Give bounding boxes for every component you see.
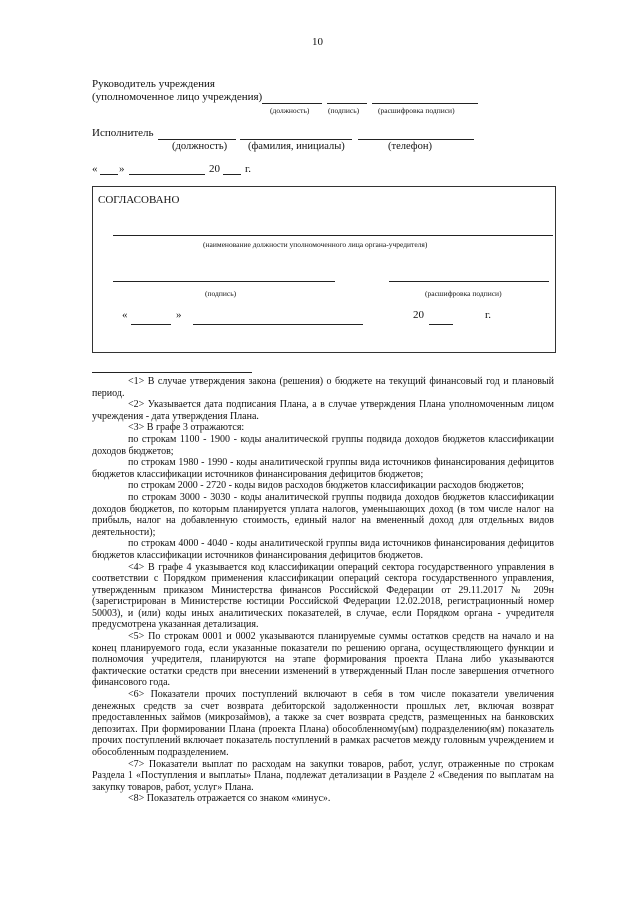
footnote-7: <7> Показатели выплат по расходам на закупки товаров, работ, услуг, отраженные по строкам Раздела 1 «Поступления и выплаты» Плана, подлежат детализации в Разделе 2 «Сведения по выплатам на закупку товаров, работ, услуг» Плана.: [92, 758, 554, 793]
page-number: 10: [312, 36, 323, 48]
footnote-3-item-5: по строкам 4000 - 4040 - коды аналитической группы вида источников финансирования дефицитов бюджетов классификации источников финансирования дефицитов бюджетов.: [92, 538, 554, 561]
executor-position-line: [158, 139, 236, 140]
agreed-authority-line: [113, 235, 553, 236]
agreed-signature-line: [113, 281, 335, 282]
footnote-1: <1> В случае утверждения закона (решения) о бюджете на текущий финансовый год и плановый период.: [92, 376, 554, 399]
executor-name-caption: (фамилия, инициалы): [248, 141, 345, 152]
head-signature-line: [327, 103, 367, 104]
head-decoding-line: [372, 103, 478, 104]
date-day-line: [100, 174, 118, 175]
date-year-line: [223, 174, 241, 175]
date-open-quote: «: [92, 163, 98, 175]
executor-position-caption: (должность): [172, 141, 228, 152]
footnote-3-item-2: по строкам 1980 - 1990 - коды аналитической группы вида источников финансирования дефицитов бюджетов классификации источников финансирования дефицитов бюджетов;: [92, 457, 554, 480]
agreed-date-close-quote: »: [176, 309, 182, 321]
date-month-line: [129, 174, 205, 175]
head-position-line: [262, 103, 322, 104]
footnote-3-item-4: по строкам 3000 - 3030 - коды аналитической группы подвида доходов бюджетов классификации доходов бюджетов, по которым планируется уплата налогов, уменьшающих доход (в том числе налог на прибыль, налог на добавленную стоимость, единый налог на вмененный доход для отдельных видов деятельности);: [92, 491, 554, 538]
footnote-5: <5> По строкам 0001 и 0002 указываются планируемые суммы остатков средств на начало и на конец планируемого года, если указанные показатели по решению органа, осуществляющего функции и полномочия учредителя, планируются на этапе формирования проекта Плана либо указываются фактические остатки средств при внесении изменений в утвержденный План после завершения отчетного финансового года.: [92, 631, 554, 689]
footnote-3-item-3: по строкам 2000 - 2720 - коды видов расходов бюджетов классификации расходов бюджетов;: [128, 480, 524, 492]
footnote-2: <2> Указывается дата подписания Плана, а в случае утверждения Плана уполномоченным лицом учреждения - дата утверждения Плана.: [92, 399, 554, 422]
agreed-date-day-line: [131, 324, 171, 325]
footnote-3-item-1: по строкам 1100 - 1900 - коды аналитической группы подвида доходов бюджетов классификации доходов бюджетов;: [92, 433, 554, 457]
agreed-date-open-quote: «: [122, 309, 128, 321]
head-title-line1: Руководитель учреждения: [92, 78, 215, 90]
date-year-suffix: г.: [245, 163, 252, 175]
footnote-8: <8> Показатель отражается со знаком «минус».: [128, 793, 331, 805]
agreed-date-year-prefix: 20: [413, 309, 424, 321]
head-signature-caption: (подпись): [328, 106, 360, 115]
footnote-4: <4> В графе 4 указывается код классификации операций сектора государственного управления в соответствии с Порядком применения классификации операций сектора государственного управления, утвержденным приказом Министерства финансов Российской Федерации от 29.11.2017 № 209н (зарегистрирован в Министерстве юстиции Российской Федерации 12.02.2018, регистрационный номер 50003), и (или) коды иных аналитических показателей, в случае, если Порядком органа - учредителя предусмотрена указанная детализация.: [92, 561, 554, 631]
footnotes: [92, 376, 554, 805]
agreed-decoding-caption: (расшифровка подписи): [425, 289, 502, 298]
agreed-signature-caption: (подпись): [205, 289, 237, 298]
executor-name-line: [240, 139, 352, 140]
agreed-box: [92, 186, 556, 353]
agreed-decoding-line: [389, 281, 549, 282]
footnote-3: <3> В графе 3 отражаются:: [128, 422, 245, 434]
agreed-title: СОГЛАСОВАНО: [98, 194, 180, 206]
executor-phone-line: [358, 139, 474, 140]
executor-label: Исполнитель: [92, 127, 154, 139]
footnote-separator: [92, 372, 252, 373]
agreed-date-year-line: [429, 324, 453, 325]
head-title-line2: (уполномоченное лицо учреждения): [92, 91, 263, 103]
date-year-prefix: 20: [209, 163, 220, 175]
head-position-caption: (должность): [270, 106, 310, 115]
date-close-quote: »: [119, 163, 125, 175]
agreed-date-year-suffix: г.: [485, 309, 492, 321]
executor-phone-caption: (телефон): [388, 141, 432, 152]
agreed-authority-caption: (наименование должности уполномоченного лица органа-учредителя): [203, 240, 428, 249]
agreed-date-month-line: [193, 324, 363, 325]
head-decoding-caption: (расшифровка подписи): [378, 106, 455, 115]
footnote-6: <6> Показатели прочих поступлений включают в себя в том числе показатели увеличения денежных средств за счет возврата дебиторской задолженности прошлых лет, включая возврат предоставленных займов (микрозаймов), а также за счет возврата средств, размещенных на банковских депозитах. При формировании Плана (проекта Плана) обособленному(ым) подразделению(ям) показатель прочих поступлений включает показатель поступлений в рамках расчетов между головным учреждением и обособленным подразделением.: [92, 689, 554, 758]
